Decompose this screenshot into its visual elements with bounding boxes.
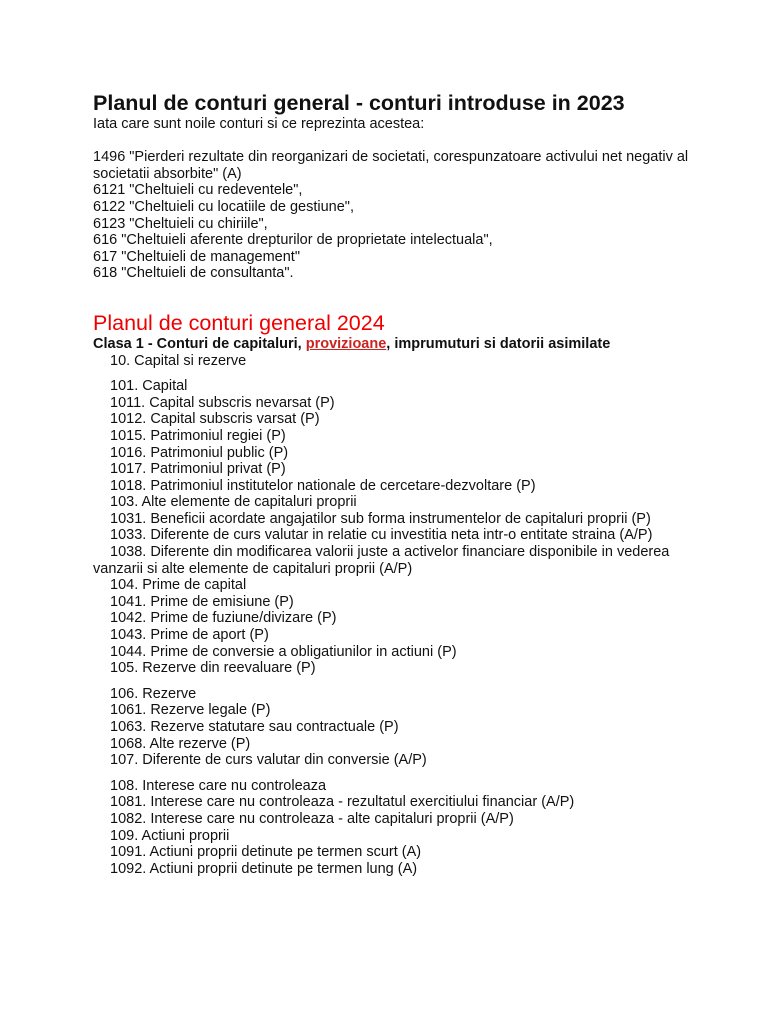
new-account-6122: 6122 "Cheltuieli cu locatiile de gestiune", [93, 198, 354, 215]
account-109: 109. Actiuni proprii [110, 827, 230, 844]
account-1016: 1016. Patrimoniul public (P) [110, 444, 289, 461]
account-108: 108. Interese care nu controleaza [110, 777, 327, 794]
account-105: 105. Rezerve din reevaluare (P) [110, 660, 316, 677]
account-1068: 1068. Alte rezerve (P) [110, 735, 251, 752]
section-2023-title: Planul de conturi general - conturi introduse in 2023 [93, 91, 625, 115]
new-account-1496: 1496 "Pierderi rezultate din reorganizari de societati, corespunzatoare activului net negativ al societatii absorbite" (A) [93, 149, 689, 182]
new-account-618: 618 "Cheltuieli de consultanta". [93, 265, 294, 282]
new-account-6121: 6121 "Cheltuieli cu redeventele", [93, 182, 303, 199]
account-1063: 1063. Rezerve statutare sau contractuale (P) [110, 719, 399, 735]
section-2023-lead: Iata care sunt noile conturi si ce reprezinta acestea: [93, 116, 425, 132]
account-1044: 1044. Prime de conversie a obligatiunilor in actiuni (P) [110, 643, 457, 660]
account-10: 10. Capital si rezerve [110, 352, 247, 369]
account-1012: 1012. Capital subscris varsat (P) [110, 411, 320, 428]
account-1081: 1081. Interese care nu controleaza - rezultatul exercitiului financiar (A/P) [110, 794, 575, 811]
account-1043: 1043. Prime de aport (P) [110, 627, 269, 644]
account-1011: 1011. Capital subscris nevarsat (P) [110, 394, 335, 411]
account-1038: 1038. Diferente din modificarea valorii juste a activelor financiare disponibile in vederea vanzarii si alte elemente de capitaluri proprii (A/P) [93, 544, 670, 577]
new-account-616: 616 "Cheltuieli aferente drepturilor de proprietate intelectuala", [93, 232, 493, 249]
class-1-suffix: , imprumuturi si datorii asimilate [386, 335, 611, 352]
new-account-617: 617 "Cheltuieli de management" [93, 248, 300, 265]
section-2024-title: Planul de conturi general 2024 [93, 310, 385, 335]
new-account-6123: 6123 "Cheltuieli cu chiriile", [93, 215, 268, 232]
account-1031: 1031. Beneficii acordate angajatilor sub forma instrumentelor de capitaluri proprii (P) [110, 510, 651, 527]
account-101: 101. Capital [110, 378, 188, 395]
account-1061: 1061. Rezerve legale (P) [110, 702, 271, 719]
account-106: 106. Rezerve [110, 685, 197, 702]
account-1017: 1017. Patrimoniul privat (P) [110, 461, 286, 478]
class-1-prefix: Clasa 1 - Conturi de capitaluri, [93, 335, 306, 352]
account-1033: 1033. Diferente de curs valutar in relatie cu investitia neta intr-o entitate straina (A/P) [110, 527, 653, 544]
class-1-heading [93, 336, 708, 353]
account-1018: 1018. Patrimoniul institutelor nationale de cercetare-dezvoltare (P) [110, 477, 536, 494]
account-1015: 1015. Patrimoniul regiei (P) [110, 427, 286, 444]
account-1041: 1041. Prime de emisiune (P) [110, 593, 294, 610]
account-107: 107. Diferente de curs valutar din conversie (A/P) [110, 752, 427, 769]
account-103: 103. Alte elemente de capitaluri proprii [110, 494, 357, 511]
account-1091: 1091. Actiuni proprii detinute pe termen scurt (A) [110, 844, 422, 861]
account-1082: 1082. Interese care nu controleaza - alte capitaluri proprii (A/P) [110, 810, 514, 827]
account-104: 104. Prime de capital [110, 577, 247, 594]
account-1042: 1042. Prime de fuziune/divizare (P) [110, 610, 337, 627]
account-1092: 1092. Actiuni proprii detinute pe termen lung (A) [110, 860, 418, 877]
provizioane-link[interactable]: provizioane [305, 335, 387, 352]
blank-line [93, 133, 708, 150]
